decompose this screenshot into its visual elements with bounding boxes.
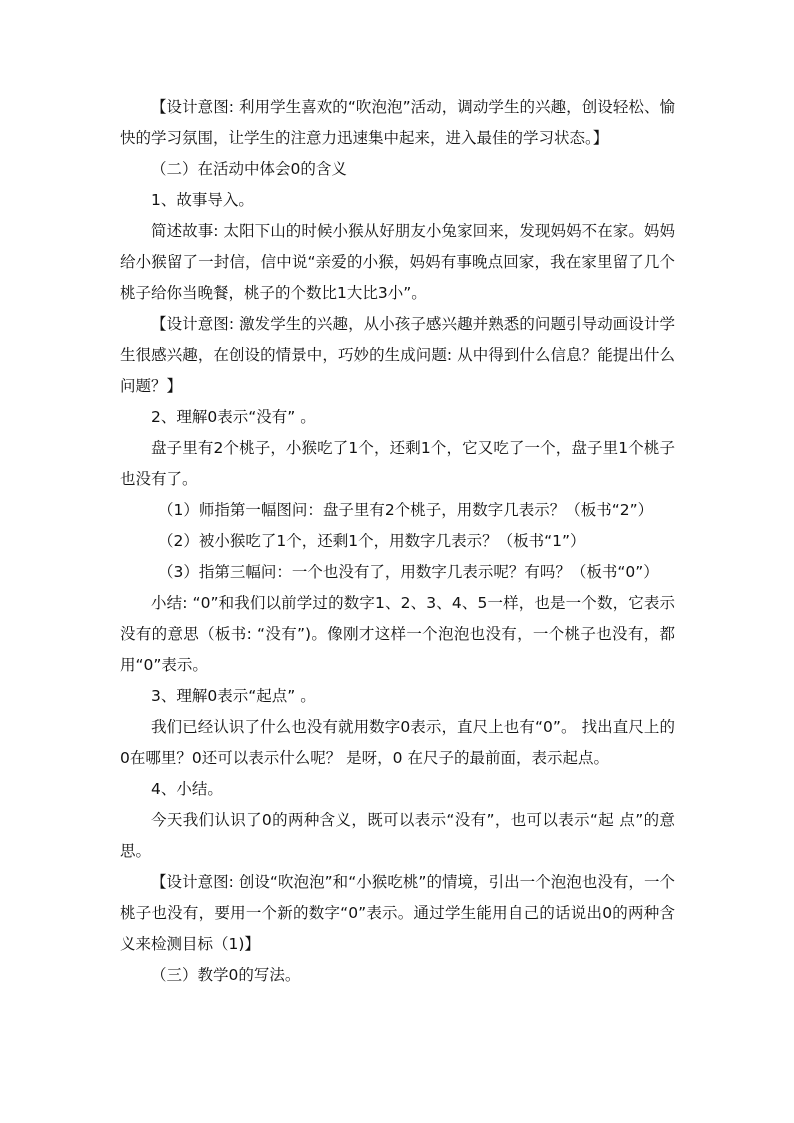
section-heading: （二）在活动中体会0的含义 (151, 160, 347, 178)
body-paragraph: 今天我们认识了0的两种含义，既可以表示“没有”，也可以表示“起 点”的意思。 (120, 811, 675, 860)
document-body (120, 92, 675, 991)
question-item: （2）被小猴吃了1个，还剩1个，用数字几表示？（板书“1”） (158, 532, 586, 550)
step-heading: 1、故事导入。 (151, 191, 254, 209)
story-paragraph: 简述故事: 太阳下山的时候小猴从好朋友小兔家回来，发现妈妈不在家。妈妈给小猴留了一封信，信中说“亲爱的小猴，妈妈有事晚点回家，我在家里留了几个桃子给你当晚餐，桃子的个数比1大比3小”。 (120, 222, 675, 302)
step-heading: 3、理解0表示“起点” 。 (151, 687, 316, 705)
question-item: （3）指第三幅问：一个也没有了，用数字几表示呢？有吗？（板书“0”） (158, 563, 659, 581)
design-intent-paragraph: 【设计意图: 激发学生的兴趣，从小孩子感兴趣并熟悉的问题引导动画设计学生很感兴趣，在创设的情景中，巧妙的生成问题: 从中得到什么信息？能提出什么问题？】 (120, 315, 675, 395)
question-item: （1）师指第一幅图问：盘子里有2个桃子，用数字几表示？（板书“2”） (158, 501, 654, 519)
step-heading: 4、小结。 (151, 780, 223, 798)
body-paragraph: 我们已经认识了什么也没有就用数字0表示，直尺上也有“0”。 找出直尺上的0在哪里？0还可以表示什么呢？ 是呀，0 在尺子的最前面，表示起点。 (120, 718, 675, 767)
design-intent-paragraph: 【设计意图: 利用学生喜欢的“吹泡泡”活动，调动学生的兴趣，创设轻松、愉快的学习氛围，让学生的注意力迅速集中起来，进入最佳的学习状态。】 (120, 98, 675, 147)
body-paragraph: 盘子里有2个桃子，小猴吃了1个，还剩1个，它又吃了一个，盘子里1个桃子也没有了。 (120, 439, 675, 488)
summary-paragraph: 小结: “0”和我们以前学过的数字1、2、3、4、5一样，也是一个数，它表示没有的意思（板书: “没有”)。像刚才这样一个泡泡也没有，一个桃子也没有，都用“0”表示。 (120, 594, 675, 674)
step-heading: 2、理解0表示“没有” 。 (151, 408, 316, 426)
design-intent-paragraph: 【设计意图: 创设“吹泡泡”和“小猴吃桃”的情境，引出一个泡泡也没有，一个桃子也没有，要用一个新的数字“0”表示。通过学生能用自己的话说出0的两种含义来检测目标（1)】 (120, 873, 675, 953)
section-heading: （三）教学0的写法。 (151, 966, 301, 984)
